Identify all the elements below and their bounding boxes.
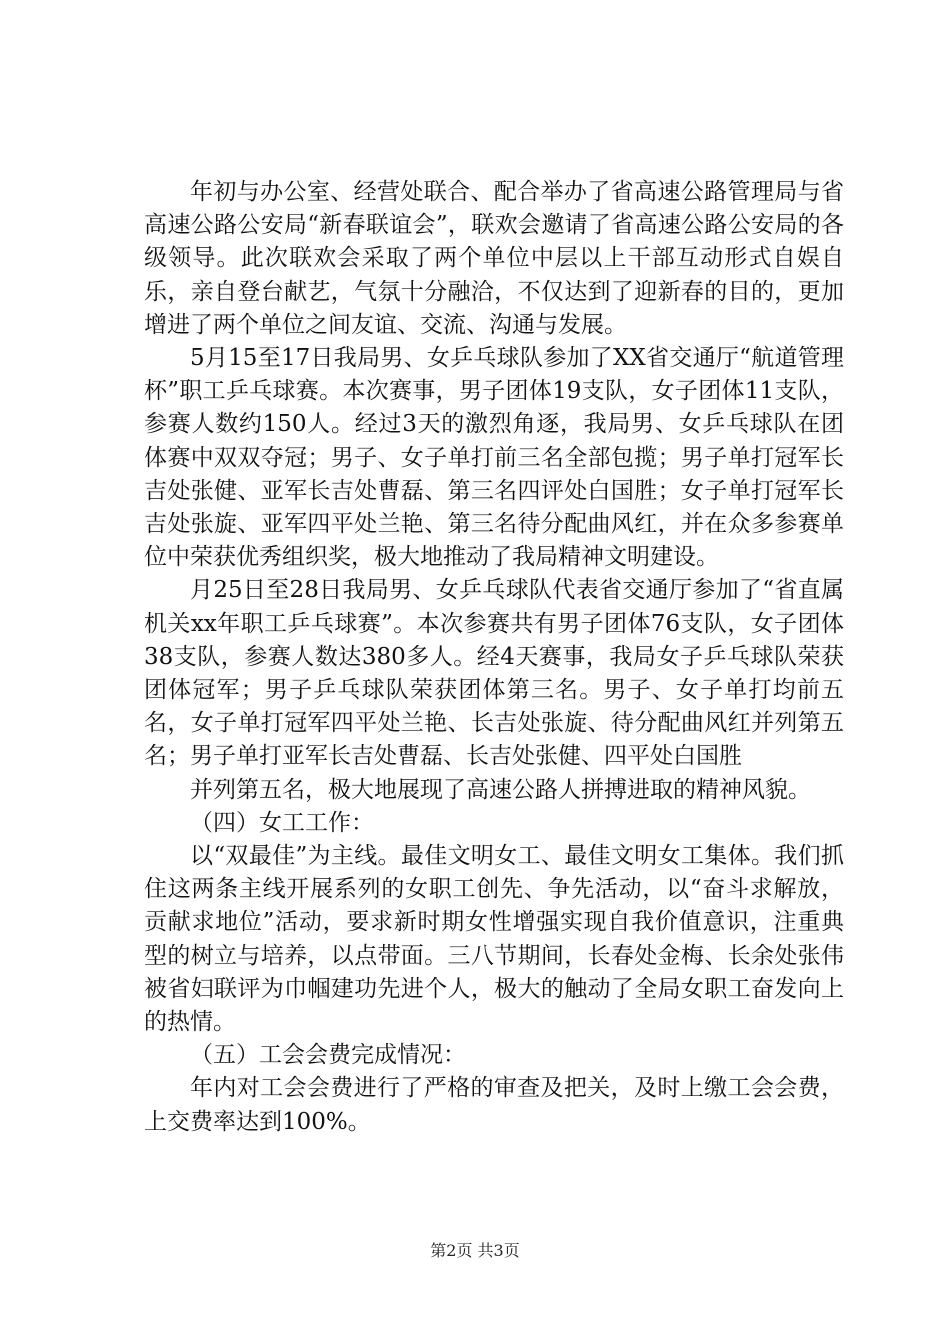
- section-heading-women-work: （四）女工工作：: [190, 809, 374, 836]
- paragraph-new-year-gala: 年初与办公室、经营处联合、配合举办了省高速公路管理局与省高速公路公安局“新春联谊会”，联欢会邀请了省高速公路公安局的各级领导。此次联欢会采取了两个单位中层以上干部互动形式自娱自乐，亲自登台献艺，气氛十分融洽，不仅达到了迎新春的目的，更加增进了两个单位之间友谊、交流、沟通与发展。: [144, 179, 844, 338]
- paragraph-table-tennis-may: 5月15至17日我局男、女乒乓球队参加了XX省交通厅“航道管理杯”职工乒乓球赛。本次赛事，男子团体19支队，女子团体11支队，参赛人数约150人。经过3天的激烈角逐，我局男、女乒乓球队在团体赛中双双夺冠；男子、女子单打前三名全部包揽；男子单打冠军长吉处张健、亚军长吉处曹磊、第三名四评处白国胜；女子单打冠军长吉处张旋、亚军四平处兰艳、第三名待分配曲风红，并在众多参赛单位中荣获优秀组织奖，极大地推动了我局精神文明建设。: [144, 345, 844, 571]
- paragraph-table-tennis-provincial: 月25日至28日我局男、女乒乓球队代表省交通厅参加了“省直属机关xx年职工乒乓球赛”。本次参赛共有男子团体76支队，女子团体38支队，参赛人数达380多人。经4天赛事，我局女子乒乓球队荣获团体冠军；男子乒乓球队荣获团体第三名。男子、女子单打均前五名，女子单打冠军四平处兰艳、长吉处张旋、待分配曲风红并列第五名；男子单打亚军长吉处曹磊、长吉处张健、四平处白国胜: [144, 577, 844, 770]
- paragraph-union-dues: 年内对工会会费进行了严格的审查及把关，及时上缴工会会费，上交费率达到100%。: [144, 1075, 844, 1135]
- paragraph-women-work: 以“双最佳”为主线。最佳文明女工、最佳文明女工集体。我们抓住这两条主线开展系列的女职工创先、争先活动，以“奋斗求解放，贡献求地位”活动，要求新时期女性增强实现自我价值意识，注重典型的树立与培养，以点带面。三八节期间，长春处金梅、长余处张伟被省妇联评为巾帼建功先进个人，极大的触动了全局女职工奋发向上的热情。: [144, 843, 844, 1036]
- page-footer: [0, 1241, 950, 1261]
- page-number-label: 第2页 共3页: [430, 1241, 520, 1260]
- section-heading-union-dues: （五）工会会费完成情况：: [190, 1042, 466, 1069]
- document-body: [144, 176, 844, 1139]
- paragraph-fifth-place: 并列第五名，极大地展现了高速公路人拼搏进取的精神风貌。: [190, 776, 811, 803]
